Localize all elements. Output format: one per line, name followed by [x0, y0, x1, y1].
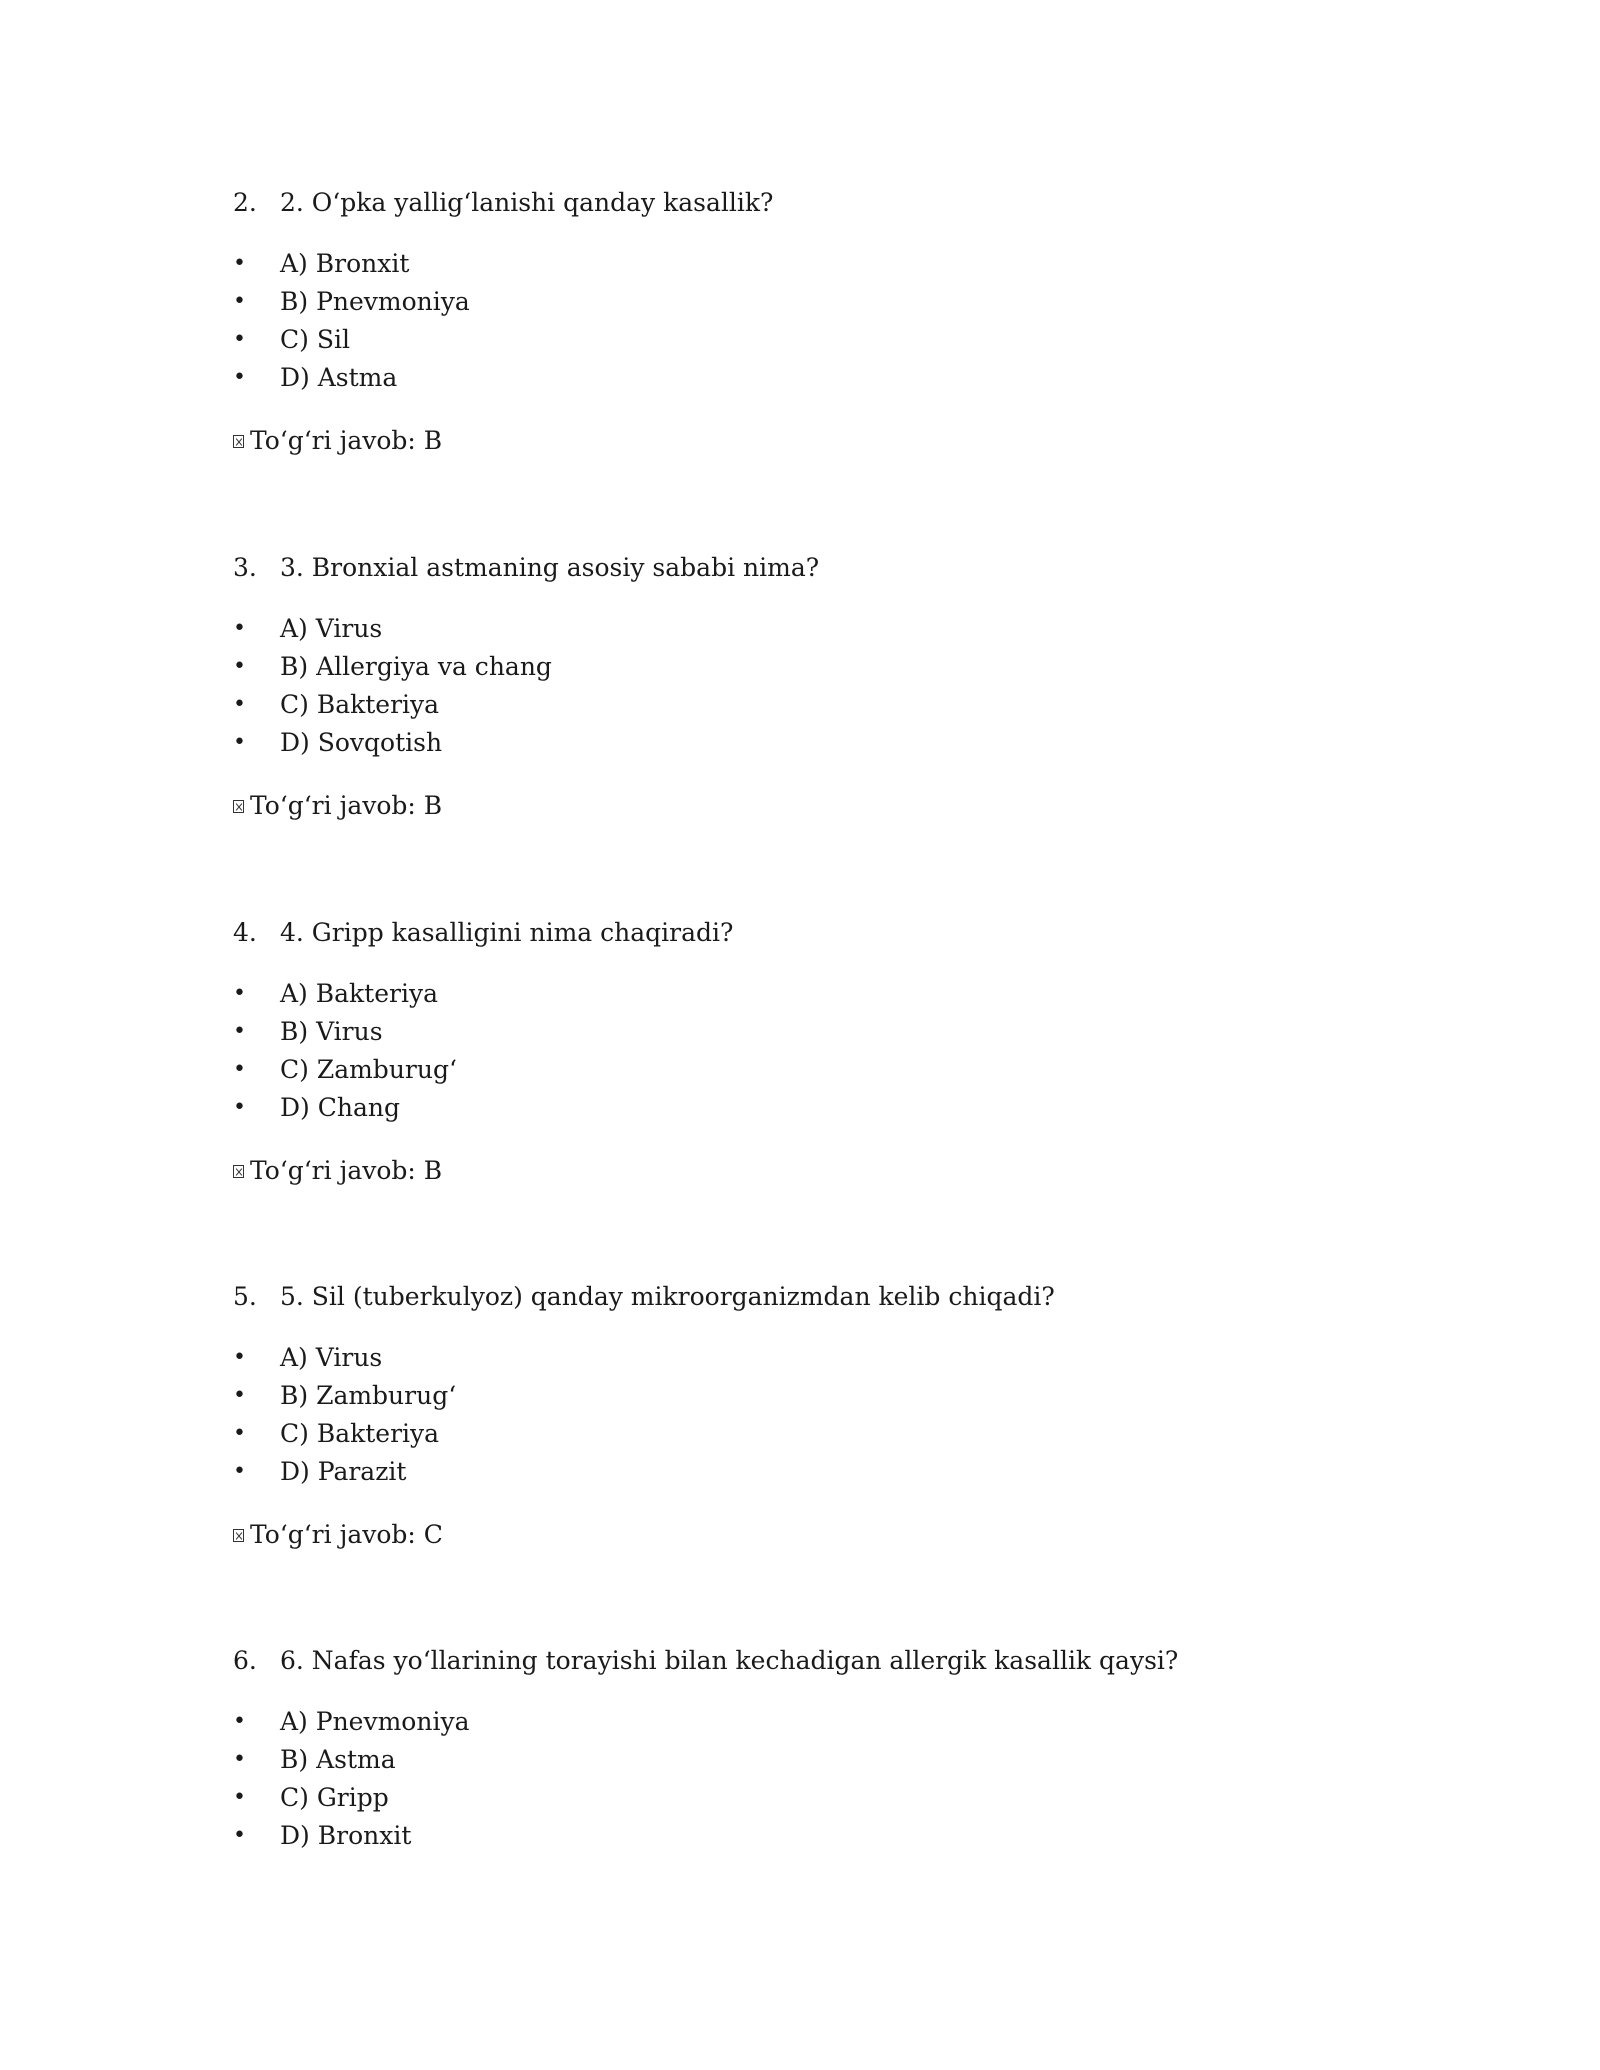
options-list	[233, 1703, 1433, 1855]
options-list	[233, 1339, 1433, 1491]
option-text: B) Zamburug‘	[280, 1381, 457, 1410]
option-text: C) Zamburug‘	[280, 1055, 457, 1084]
question-text: 6. Nafas yo‘llarining torayishi bilan kechadigan allergik kasallik qaysi?	[280, 1646, 1179, 1675]
question-line	[233, 913, 1433, 953]
option-item	[233, 1051, 1433, 1089]
option-text: A) Pnevmoniya	[280, 1707, 470, 1736]
checkbox-box-icon	[233, 435, 244, 448]
option-item	[233, 1741, 1433, 1779]
option-item	[233, 245, 1433, 283]
option-item	[233, 648, 1433, 686]
question-text: 3. Bronxial astmaning asosiy sababi nima?	[280, 553, 820, 582]
question-number: 4.	[233, 918, 257, 947]
option-item	[233, 1089, 1433, 1127]
bullet-icon: •	[233, 654, 246, 679]
answer-text: To‘g‘ri javob: C	[250, 1520, 443, 1549]
checkbox-box-icon	[233, 800, 244, 813]
option-item	[233, 1415, 1433, 1453]
bullet-icon: •	[233, 1345, 246, 1370]
option-text: B) Allergiya va chang	[280, 652, 552, 681]
bullet-icon: •	[233, 1459, 246, 1484]
question-block	[233, 1641, 1433, 1855]
bullet-icon: •	[233, 692, 246, 717]
options-list	[233, 245, 1433, 397]
bullet-icon: •	[233, 289, 246, 314]
correct-answer	[233, 786, 1433, 826]
option-text: D) Bronxit	[280, 1821, 412, 1850]
bullet-icon: •	[233, 251, 246, 276]
option-text: B) Virus	[280, 1017, 383, 1046]
answer-text: To‘g‘ri javob: B	[250, 1156, 443, 1185]
option-item	[233, 1013, 1433, 1051]
bullet-icon: •	[233, 365, 246, 390]
option-text: C) Bakteriya	[280, 690, 440, 719]
option-text: C) Bakteriya	[280, 1419, 440, 1448]
question-block	[233, 913, 1433, 1191]
option-text: A) Bakteriya	[280, 979, 438, 1008]
correct-answer	[233, 421, 1433, 461]
bullet-icon: •	[233, 730, 246, 755]
bullet-icon: •	[233, 1823, 246, 1848]
option-item	[233, 724, 1433, 762]
option-item	[233, 283, 1433, 321]
question-block	[233, 1277, 1433, 1555]
option-item	[233, 321, 1433, 359]
bullet-icon: •	[233, 1095, 246, 1120]
checkbox-box-icon	[233, 1165, 244, 1178]
option-item	[233, 610, 1433, 648]
bullet-icon: •	[233, 1747, 246, 1772]
question-line	[233, 1277, 1433, 1317]
question-text: 5. Sil (tuberkulyoz) qanday mikroorganizmdan kelib chiqadi?	[280, 1282, 1055, 1311]
option-text: B) Astma	[280, 1745, 396, 1774]
bullet-icon: •	[233, 327, 246, 352]
options-list	[233, 975, 1433, 1127]
question-number: 5.	[233, 1282, 257, 1311]
question-number: 6.	[233, 1646, 257, 1675]
option-text: A) Virus	[280, 614, 383, 643]
bullet-icon: •	[233, 616, 246, 641]
bullet-icon: •	[233, 981, 246, 1006]
question-line	[233, 183, 1433, 223]
question-text: 4. Gripp kasalligini nima chaqiradi?	[280, 918, 734, 947]
option-item	[233, 686, 1433, 724]
option-text: C) Sil	[280, 325, 350, 354]
option-item	[233, 975, 1433, 1013]
question-number: 2.	[233, 188, 257, 217]
correct-answer	[233, 1151, 1433, 1191]
question-number: 3.	[233, 553, 257, 582]
answer-text: To‘g‘ri javob: B	[250, 426, 443, 455]
answer-text: To‘g‘ri javob: B	[250, 791, 443, 820]
option-text: B) Pnevmoniya	[280, 287, 470, 316]
option-item	[233, 1339, 1433, 1377]
option-item	[233, 1703, 1433, 1741]
bullet-icon: •	[233, 1057, 246, 1082]
bullet-icon: •	[233, 1421, 246, 1446]
option-item	[233, 1779, 1433, 1817]
question-block	[233, 183, 1433, 461]
bullet-icon: •	[233, 1383, 246, 1408]
option-text: D) Chang	[280, 1093, 400, 1122]
question-line	[233, 548, 1433, 588]
question-text: 2. O‘pka yallig‘lanishi qanday kasallik?	[280, 188, 774, 217]
option-item	[233, 1817, 1433, 1855]
bullet-icon: •	[233, 1785, 246, 1810]
bullet-icon: •	[233, 1709, 246, 1734]
option-item	[233, 1377, 1433, 1415]
option-text: D) Parazit	[280, 1457, 407, 1486]
checkbox-box-icon	[233, 1529, 244, 1542]
option-text: C) Gripp	[280, 1783, 389, 1812]
option-text: A) Bronxit	[280, 249, 410, 278]
bullet-icon: •	[233, 1019, 246, 1044]
option-text: A) Virus	[280, 1343, 383, 1372]
question-line	[233, 1641, 1433, 1681]
option-item	[233, 359, 1433, 397]
correct-answer	[233, 1515, 1433, 1555]
option-text: D) Astma	[280, 363, 398, 392]
option-item	[233, 1453, 1433, 1491]
question-block	[233, 548, 1433, 826]
option-text: D) Sovqotish	[280, 728, 443, 757]
options-list	[233, 610, 1433, 762]
